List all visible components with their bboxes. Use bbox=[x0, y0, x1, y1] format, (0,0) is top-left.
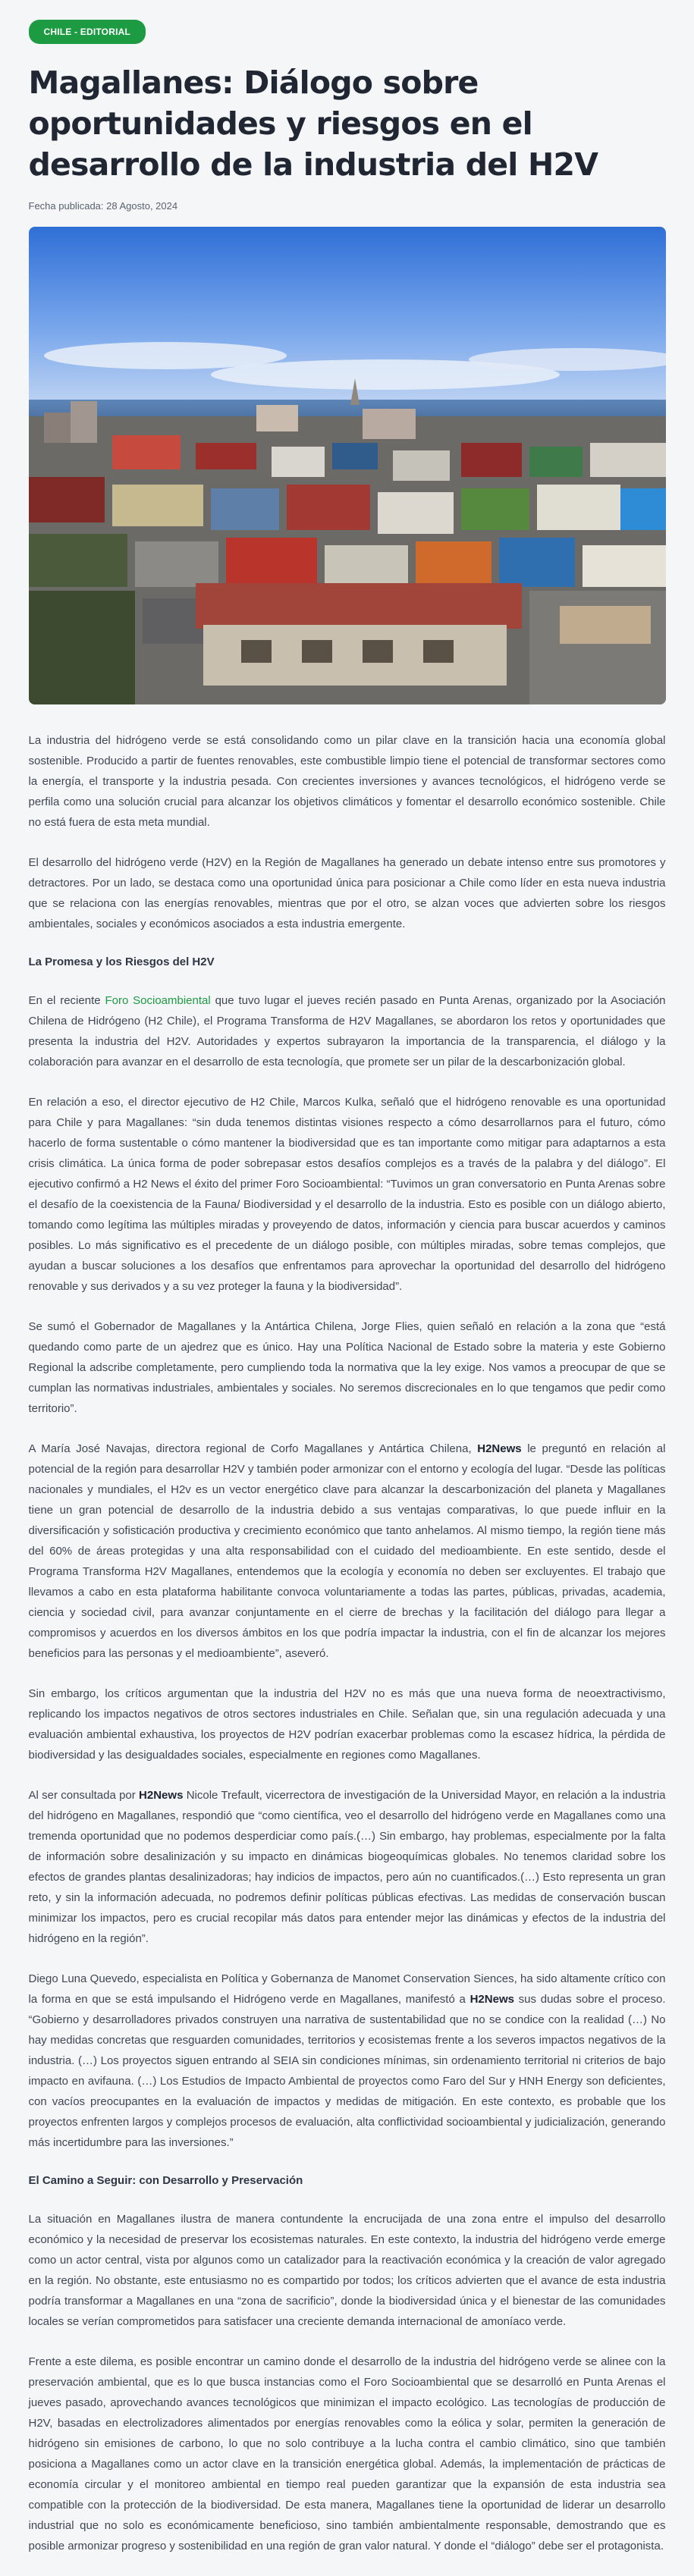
category-badge[interactable]: CHILE - EDITORIAL bbox=[29, 20, 146, 44]
paragraph-navajas bbox=[29, 1439, 666, 1664]
text: Al ser consultada por bbox=[28, 1789, 140, 1802]
text: Nicole Trefault, vicerrectora de investigación de la Universidad Mayor, en relación a la industria del hidrógeno en Magallanes, respondió que “como científica, veo el desarrollo del hidrógeno verde en Magallanes como una tremenda oportunidad que no podemos desperdiciar como país.(…) Sin embargo, hay problemas, especialmente por la falta de información sobre desalinización y su impacto en dinámicas biogeoquímicas globales. No tenemos claridad sobre los efectos de grandes plantas desalinizadoras; hay indicios de impactos, pero aún no cuantificados.(…) Esto representa un gran reto, y sin la información adecuada, no podremos definir políticas públicas efectivas. Las medidas de conservación buscan minimizar los impactos, pero es crucial recopilar más datos para entender mejor las dinámicas y efectos de la industria del hidrógeno en la región”. bbox=[28, 1789, 666, 1945]
paragraph-kulka: En relación a eso, el director ejecutivo de H2 Chile, Marcos Kulka, señaló que el hidrógeno renovable es una oportunidad para Chile y para Magallanes: “sin duda tenemos distintas visiones respecto a cómo desarrollarnos para el futuro, cómo hacerlo de forma sustentable o cómo mantener la biodiversidad que es tan importante como mitigar para adaptarnos a esta crisis climática. La única forma de poder sobrepasar estos desafíos complejos es a través de la palabra y del diálogo”. El ejecutivo confirmó a H2 News el éxito del primer Foro Socioambiental: “Tuvimos un gran conversatorio en Punta Arenas sobre el desafío de la coexistencia de la Fauna/ Biodiversidad y el desarrollo de la industria. Esto es posible con un diálogo abierto, tomando como legítima las múltiples miradas y proveyendo de datos, información y ciencia para buscar acuerdos y caminos posibles. Lo más significativo es el precedente de un diálogo posible, con múltiples miradas, sobre temas complejos, que ayudan a buscar soluciones a los desafíos que enfrentamos para aprovechar la oportunidad del desarrollo del hidrógeno renovable y sus derivados y a su vez proteger la fauna y la biodiversidad”. bbox=[28, 1096, 666, 1293]
section-heading-camino: El Camino a Seguir: con Desarrollo y Preservación bbox=[28, 2174, 303, 2187]
text: Diego Luna Quevedo, especialista en Política y Gobernanza de Manomet Conservation Siences, ha sido altamente crítico con la forma en que se está impulsando el Hidrógeno verde en Magallanes, manifestó a bbox=[28, 1972, 666, 2006]
text: le preguntó en relación al potencial de la región para desarrollar H2V y también poder armonizar con el entorno y ecología del lugar. “Desde las políticas nacionales y mundiales, el H2v es un vector energético clave para alcanzar la descarbonización del planeta y Magallanes tiene un gran potencial de desarrollo de la industria debido a sus ventajas comparativas, lo que puede influir en la diversificación y sofisticación productiva y crecimiento económico que tanto anhelamos. Al mismo tiempo, la región tiene más del 60% de áreas protegidas y una alta responsabilidad con el cuidado del medioambiente. En este sentido, desde el Programa Transforma H2V Magallanes, entendemos que la ecología y economía no deben ser excluyentes. El trabajo que llevamos a cabo en esta plataforma habilitante convoca voluntariamente a todas las partes, públicas, privadas, academia, ciencia y sociedad civil, para avanzar conjuntamente en el cierre de brechas y la facilitación del diálogo para llegar a compromisos y acuerdos en los diversos ámbitos en los que podría impactar la industria, con el fin de alcanzar los mejores beneficios para las personas y el medioambiente”, aseveró. bbox=[28, 1442, 666, 1660]
paragraph-foro bbox=[29, 990, 666, 1072]
h2news-mention: H2News bbox=[477, 1442, 522, 1455]
section-heading-promesa: La Promesa y los Riesgos del H2V bbox=[28, 955, 215, 968]
text: En el reciente bbox=[28, 994, 105, 1007]
h2news-mention: H2News bbox=[139, 1789, 184, 1802]
paragraph-encrucijada: La situación en Magallanes ilustra de manera contundente la encrucijada de una zona entre el impulso del desarrollo económico y la necesidad de preservar los ecosistemas naturales. En este contexto, la industria del hidrógeno verde emerge como un actor central, vista por algunos como un catalizador para la reactivación económica y la creación de valor agregado en la región. No obstante, este entusiasmo no es compartido por todos; los críticos advierten que el avance de esta industria podría transformar a Magallanes en una “zona de sacrificio”, donde la biodiversidad única y el bienestar de las comunidades locales se verían comprometidos para satisfacer una creciente demanda internacional de amoníaco verde. bbox=[28, 2213, 666, 2328]
paragraph-intro: La industria del hidrógeno verde se está consolidando como un pilar clave en la transición hacia una economía global sostenible. Producido a partir de fuentes renovables, este combustible limpio tiene el potencial de transformar sectores como la energía, el transporte y la industria pesada. Con crecientes inversiones y avances tecnológicos, el hidrógeno verde se perfila como una solución crucial para alcanzar los objetivos climáticos y fomentar el desarrollo económico sostenible. Chile no está fuera de esta meta mundial. bbox=[28, 734, 666, 829]
article bbox=[29, 0, 666, 2556]
paragraph-debate: El desarrollo del hidrógeno verde (H2V) en la Región de Magallanes ha generado un debate intenso entre sus promotores y detractores. Por un lado, se destaca como una oportunidad única para posicionar a Chile como líder en esta nueva industria que se relaciona con las energías renovables, mientras que por el otro, se alzan voces que advierten sobre los riesgos ambientales, sociales y económicos asociados a esta industria emergente. bbox=[28, 856, 666, 930]
text: A María José Navajas, directora regional de Corfo Magallanes y Antártica Chilena, bbox=[28, 1442, 478, 1455]
h2news-mention: H2News bbox=[469, 1993, 514, 2006]
text: que tuvo lugar el jueves recién pasado en Punta Arenas, organizado por la Asociación Chilena de Hidrógeno (H2 Chile), el Programa Transforma de H2V Magallanes, se abordaron los retos y oportunidades que presenta la industria del H2V. Autoridades y expertos subrayaron la importancia de la transparencia, el diálogo y la colaboración para avanzar en el desarrollo de esta tecnología, que promete ser un pilar de la descarbonización global. bbox=[28, 994, 666, 1068]
hero-image bbox=[29, 227, 666, 704]
publish-date: Fecha publicada: 28 Agosto, 2024 bbox=[28, 200, 178, 212]
paragraph-criticos: Sin embargo, los críticos argumentan que la industria del H2V no es más que una nueva forma de neoextractivismo, replicando los impactos negativos de otros sectores industriales en Chile. Señalan que, sin una regulación adecuada y una evaluación ambiental exhaustiva, los proyectos de H2V podrían exacerbar problemas como la escasez hídrica, la pérdida de biodiversidad y las desigualdades sociales, especialmente en regiones como Magallanes. bbox=[28, 1687, 666, 1762]
text: sus dudas sobre el proceso. “Gobierno y desarrolladores privados construyen una narrativa de sustentabilidad que no se condice con la realidad (…) No hay medidas concretas que resguarden comunidades, territorios y ecosistemas frente a los severos impactos negativos de la industria. (…) Los proyectos siguen entrando al SEIA sin condiciones mínimas, sin ordenamiento territorial ni criterios de bajo impacto en avifauna. (…) Los Estudios de Impacto Ambiental de proyectos como Faro del Sur y HNH Energy son deficientes, con vacíos preocupantes en la evaluación de impactos y medidas de mitigación. En este contexto, es probable que los proyectos enfrenten largos y complejos procesos de evaluación, alta conflictividad socioambiental y judicialización, generando más incertidumbre para las inversiones.” bbox=[28, 1993, 666, 2149]
paragraph-trefault bbox=[29, 1785, 666, 1949]
paragraph-dilema: Frente a este dilema, es posible encontrar un camino donde el desarrollo de la industria del hidrógeno verde se alinee con la preservación ambiental, que es lo que busca instancias como el Foro Socioambiental que se desarrolló en Punta Arenas el jueves pasado, aprovechando avances tecnológicos que minimizan el impacto ecológico. Las tecnologías de producción de H2V, basadas en electrolizadores alimentados por energías renovables como la eólica y solar, permiten la generación de hidrógeno sin emisiones de carbono, lo que no solo contribuye a la lucha contra el cambio climático, sino que también posiciona a Magallanes como un actor clave en la transición energética global. Además, la implementación de prácticas de economía circular y el monitoreo ambiental en tiempo real pueden garantizar que la expansión de esta industria sea compatible con la protección de la biodiversidad. De esta manera, Magallanes tiene la oportunidad de liderar un desarrollo industrial que no solo es económicamente beneficioso, sino también ambientalmente responsable, demostrando que es posible armonizar progreso y sostenibilidad en una región de gran valor natural. Y donde el “diálogo” debe ser el protagonista. bbox=[28, 2355, 666, 2552]
foro-socioambiental-link[interactable]: Foro Socioambiental bbox=[105, 994, 211, 1007]
paragraph-luna bbox=[29, 1969, 666, 2153]
article-title: Magallanes: Diálogo sobre oportunidades y riesgos en el desarrollo de la industria del H2V bbox=[28, 64, 598, 183]
paragraph-flies: Se sumó el Gobernador de Magallanes y la Antártica Chilena, Jorge Flies, quien señaló en relación a la zona que “está quedando como parte de un ajedrez que es único. Hay una Política Nacional de Estado sobre la materia y este Gobierno Regional la adscribe completamente, pero cumpliendo toda la normativa que la ley exige. Nos vamos a preocupar de que se cumplan las normativas industriales, ambientales y sociales. No seremos discrecionales en lo que tengamos que pedir como territorio”. bbox=[28, 1320, 666, 1415]
